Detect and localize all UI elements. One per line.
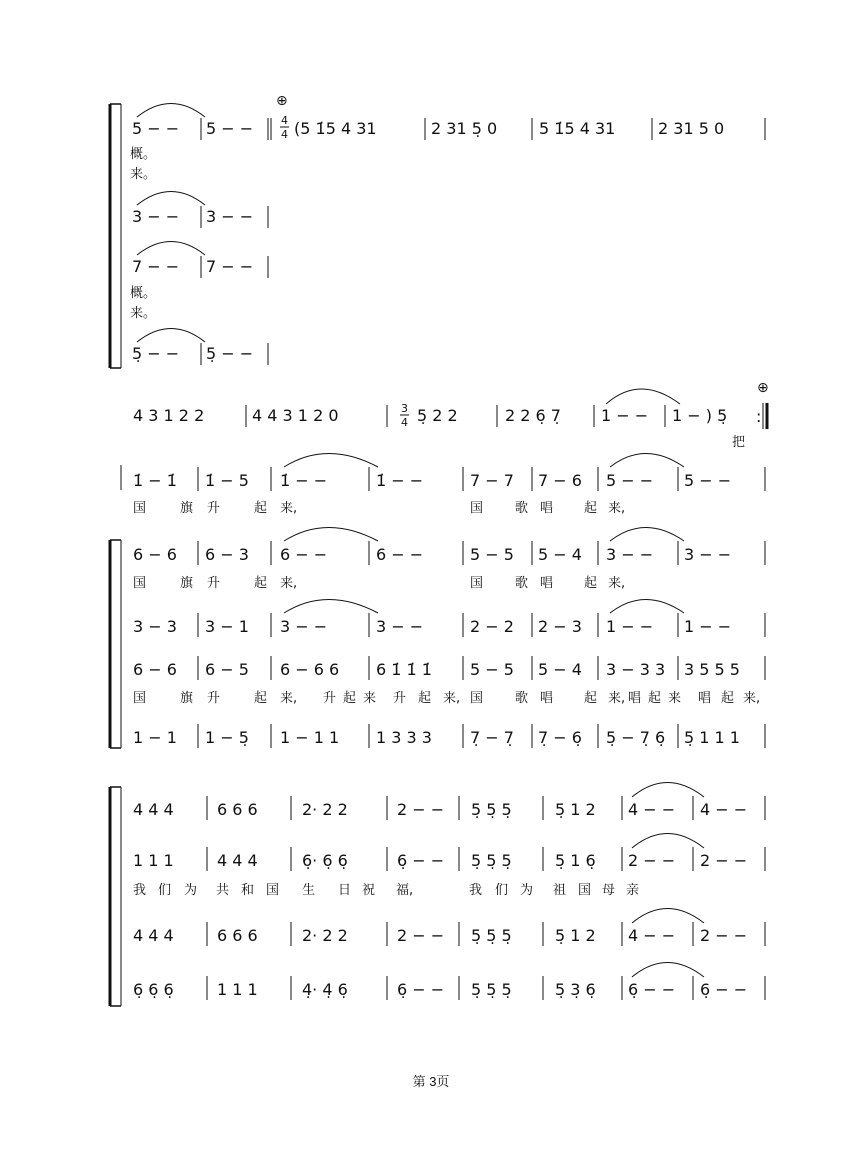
svg-text:歌: 歌 [515, 691, 529, 706]
measure: 1 − 5̣ [205, 728, 249, 747]
measure: 1 − 1 [133, 728, 177, 747]
lyric: 来。 [130, 306, 157, 321]
measure: 7̣ − 6̣ [538, 728, 582, 747]
svg-text:来: 来 [668, 691, 682, 706]
svg-text:福,: 福, [396, 883, 414, 898]
measure: 2 31 5 0 [658, 119, 725, 138]
system-1 [110, 93, 765, 368]
voice-part-3 [132, 242, 268, 279]
measure: 6 6 6 [217, 800, 258, 819]
lyrics-part-2 [133, 575, 625, 591]
svg-text:起: 起 [418, 691, 432, 706]
measure: 5 − − [684, 471, 732, 490]
measure: 5̣ 1 2 [555, 926, 596, 945]
system-4 [110, 783, 765, 1007]
svg-text:起: 起 [584, 576, 598, 591]
svg-text:起: 起 [584, 691, 598, 706]
lyrics-part-1 [133, 500, 625, 516]
voice-part-3 [133, 600, 765, 638]
svg-text:来,: 来, [280, 501, 298, 516]
svg-text:升: 升 [207, 576, 221, 591]
slur [610, 454, 684, 468]
measure: 5̣ 3̣ 6̣ [555, 980, 596, 999]
svg-text:来,: 来, [280, 576, 298, 591]
measure: 2 2 6̣ 7̣ [505, 406, 561, 425]
measure: 5̣ 1 6̣ [555, 851, 596, 870]
slur [137, 242, 205, 256]
measure: 3 − 1 [205, 617, 249, 636]
measure: 1 − − [684, 617, 732, 636]
measure: 1 1 1 [133, 851, 174, 870]
svg-text:起: 起 [343, 691, 357, 706]
svg-text:国: 国 [133, 691, 147, 706]
voice-part-4 [132, 329, 268, 366]
svg-text:升: 升 [323, 691, 337, 706]
repeat-dots: : [756, 407, 762, 426]
measure: 4 4 4 [133, 800, 174, 819]
voice-part-5 [133, 724, 765, 748]
svg-text:国: 国 [578, 883, 592, 898]
measure: 6 1̇ 1̇ 1̇ [376, 660, 432, 679]
lyric: 概。 [130, 147, 157, 162]
measure: 5̣ 5̣ 5̣ [471, 851, 512, 870]
slur [632, 963, 704, 978]
measure: 6 − − [280, 545, 328, 564]
measure: 6̣ − − [700, 980, 748, 999]
svg-text:母: 母 [602, 883, 616, 898]
voice-part-1 [121, 454, 765, 492]
measure: 3 5 5 5 [684, 660, 740, 679]
measure: 5̣ 5̣ 5̣ [471, 926, 512, 945]
measure: 3 − 3 3 [606, 660, 666, 679]
measure: 7̣ − 7̣ [470, 728, 514, 747]
measure: 5̣ 5̣ 5̣ [471, 800, 512, 819]
measure: 1̇ − 1̇ [133, 471, 177, 490]
measure: 5̣ 2 2 [417, 406, 458, 425]
svg-text:们: 们 [158, 883, 172, 898]
svg-text:起: 起 [254, 691, 268, 706]
svg-text:来,: 来, [608, 501, 626, 516]
measure: 5 1̇5 4 31 [539, 119, 616, 138]
system-3 [110, 454, 765, 749]
svg-text:唱: 唱 [628, 691, 642, 706]
slur [632, 909, 704, 924]
measure: 2 − − [628, 851, 676, 870]
measure: 2 − − [700, 926, 748, 945]
measure: 5 − 4 [538, 660, 582, 679]
svg-text:升: 升 [207, 501, 221, 516]
measure: 6 − 6 6 [280, 660, 340, 679]
measure: 3 − − [606, 545, 654, 564]
svg-text:旗: 旗 [180, 501, 194, 516]
time-sig-top: 4 [281, 114, 288, 127]
slur [610, 600, 684, 614]
voice-part-1 [132, 93, 765, 141]
measure: 5 − − [206, 119, 254, 138]
svg-text:升: 升 [207, 691, 221, 706]
measure: 6̣ − − [397, 851, 445, 870]
measure: 2 − 2 [470, 617, 514, 636]
measure: 7 − − [206, 257, 254, 276]
measure: 1̇ − − [280, 471, 328, 490]
voice-part-2 [133, 834, 765, 872]
voice-part-2 [132, 192, 268, 229]
svg-text:起: 起 [254, 576, 268, 591]
slur [284, 600, 378, 614]
svg-text:唱: 唱 [540, 691, 554, 706]
measure: 3 − 3 [133, 617, 177, 636]
svg-text:祝: 祝 [362, 883, 376, 898]
measure: 6 − 5 [205, 660, 249, 679]
lyric: 概。 [130, 286, 157, 301]
svg-text:生: 生 [302, 883, 316, 898]
svg-text:国: 国 [470, 576, 484, 591]
measure: 4̣· 4̣ 6̣ [302, 980, 348, 999]
measure: 1̇ − 5 [205, 471, 249, 490]
measure: 5 − − [132, 119, 180, 138]
measure: 6̣ − − [397, 980, 445, 999]
measure: 4 − − [628, 926, 676, 945]
svg-text:国: 国 [133, 501, 147, 516]
svg-text:旗: 旗 [180, 691, 194, 706]
measure: 6 − 6 [133, 545, 177, 564]
svg-text:来: 来 [363, 691, 377, 706]
svg-text:来,: 来, [608, 691, 626, 706]
voice-part-3 [133, 909, 765, 947]
lyrics-part-4 [133, 690, 760, 706]
svg-text:歌: 歌 [515, 576, 529, 591]
measure: 5̣ 1 2 [555, 800, 596, 819]
measure: 7 − 6 [538, 471, 582, 490]
slur [632, 783, 704, 798]
svg-text:国: 国 [470, 501, 484, 516]
svg-text:祖: 祖 [553, 883, 567, 898]
measure: 6̣ − − [628, 980, 676, 999]
svg-text:歌: 歌 [515, 501, 529, 516]
measure: 4 4 4 [217, 851, 258, 870]
svg-text:来,: 来, [280, 691, 298, 706]
slur [137, 192, 205, 206]
measure: 2 31 5̣ 0 [431, 119, 498, 138]
slur [632, 834, 704, 849]
svg-text:我: 我 [469, 883, 483, 898]
measure: 3 − − [280, 617, 328, 636]
svg-text:国: 国 [133, 576, 147, 591]
measure: 5 − 5 [470, 660, 514, 679]
svg-text:和: 和 [241, 883, 255, 898]
measure: 6 − 3 [205, 545, 249, 564]
measure: (5 1̇5 4 31 [294, 119, 377, 138]
voice-part-4 [133, 963, 765, 1001]
measure: 1̇ − − [376, 471, 424, 490]
measure: 6̣· 6̣ 6̣ [302, 851, 348, 870]
measure: 7 − − [132, 257, 180, 276]
measure: 3 − − [684, 545, 732, 564]
measure: 2 − − [397, 800, 445, 819]
measure: 1 − ) 5̣ [672, 406, 728, 425]
voice-part-1 [133, 783, 765, 821]
measure: 2· 2 2 [302, 926, 348, 945]
slur [137, 329, 205, 343]
measure: 4 3 1 2 2 [133, 406, 205, 425]
system-brace [110, 787, 121, 1006]
measure: 5 − − [606, 471, 654, 490]
measure: 5̣ − − [206, 344, 254, 363]
svg-text:来,: 来, [608, 576, 626, 591]
measure: 3 − − [132, 207, 180, 226]
svg-text:旗: 旗 [180, 576, 194, 591]
measure: 4 4 4 [133, 926, 174, 945]
coda-sign: ⊕ [276, 93, 288, 109]
svg-text:起: 起 [721, 691, 735, 706]
measure: 5̣ 1 1 1 [684, 728, 740, 747]
time-sig-top: 3 [401, 402, 408, 415]
svg-text:共: 共 [216, 883, 230, 898]
measure: 5̣ − 7̣ 6̣ [606, 728, 666, 747]
lyrics-part-2 [133, 882, 639, 898]
slur [137, 104, 205, 118]
svg-text:来,: 来, [743, 691, 761, 706]
svg-text:我: 我 [133, 883, 147, 898]
svg-text:唱: 唱 [540, 501, 554, 516]
svg-text:为: 为 [184, 883, 198, 898]
svg-text:来,: 来, [443, 691, 461, 706]
system-brace [110, 104, 121, 368]
svg-text:唱: 唱 [540, 576, 554, 591]
measure: 5̣ − − [132, 344, 180, 363]
system-brace [110, 540, 121, 748]
measure: 6 6 6 [217, 926, 258, 945]
slur [606, 389, 680, 404]
svg-text:们: 们 [495, 883, 509, 898]
voice-part-2 [133, 528, 765, 566]
measure: 1 − − [601, 406, 649, 425]
svg-text:起: 起 [648, 691, 662, 706]
measure: 4 − − [628, 800, 676, 819]
svg-text:国: 国 [266, 883, 280, 898]
svg-text:亲: 亲 [626, 883, 640, 898]
measure: 4 − − [700, 800, 748, 819]
measure: 6̣ 6̣ 6̣ [133, 980, 174, 999]
measure: 3 − − [206, 207, 254, 226]
measure: 1 3 3 3 [376, 728, 432, 747]
measure: 2 − − [397, 926, 445, 945]
measure: 3 − − [376, 617, 424, 636]
slur [284, 454, 378, 468]
svg-text:为: 为 [520, 883, 534, 898]
svg-text:起: 起 [254, 501, 268, 516]
time-sig-bottom: 4 [281, 128, 288, 141]
svg-text:升: 升 [393, 691, 407, 706]
coda-sign: ⊕ [757, 380, 769, 396]
slur [610, 528, 684, 542]
measure: 5 − 5 [470, 545, 514, 564]
svg-text:唱: 唱 [698, 691, 712, 706]
measure: 2· 2 2 [302, 800, 348, 819]
measure: 7 − 7 [470, 471, 514, 490]
system-2 [133, 380, 769, 450]
page-number: 第 3页 [412, 1074, 450, 1089]
lyric: 来。 [130, 167, 157, 182]
measure: 1 1 1 [217, 980, 258, 999]
measure: 6 − − [376, 545, 424, 564]
measure: 6 − 6 [133, 660, 177, 679]
svg-text:日: 日 [338, 883, 352, 898]
measure: 2 − 3 [538, 617, 582, 636]
time-sig-bottom: 4 [401, 416, 408, 429]
svg-text:起: 起 [584, 501, 598, 516]
slur [284, 528, 378, 542]
measure: 5̣ 5̣ 5̣ [471, 980, 512, 999]
svg-text:国: 国 [470, 691, 484, 706]
measure: 5 − 4 [538, 545, 582, 564]
lyric: 把 [732, 435, 746, 450]
measure: 1 − 1 1 [280, 728, 340, 747]
measure: 4 4 3 1 2 0 [252, 406, 339, 425]
measure: 1 − − [606, 617, 654, 636]
voice-part-4 [133, 656, 765, 680]
measure: 2 − − [700, 851, 748, 870]
